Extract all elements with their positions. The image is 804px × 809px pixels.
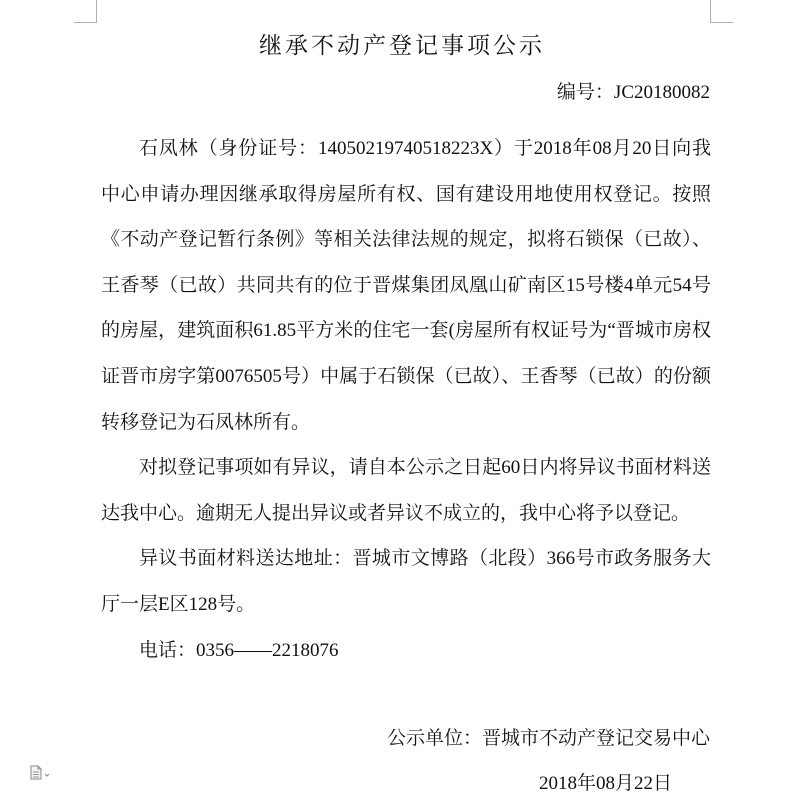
crop-mark-top-right — [710, 0, 733, 23]
paragraph-objection: 对拟登记事项如有异议，请自本公示之日起60日内将异议书面材料送达我中心。逾期无人提出异议或者异议不成立的，我中心将予以登记。 — [101, 457, 711, 524]
paragraph-applicant: 石凤林（身份证号：14050219740518223X）于2018年08月20日向我中心申请办理因继承取得房屋所有权、国有建设用地使用权登记。按照《不动产登记暂行条例》等相关法律法规的规定，拟将石锁保（已故）、王香琴（已故）共同共有的位于晋煤集团凤凰山矿南区15号楼4单元54号的房屋，建筑面积61.85平方米的住宅一套(房屋所有权证号为“晋城市房权证晋市房字第0076505号）中属于石锁保（已故）、王香琴（已故）的份额转移登记为石凤林所有。 — [101, 138, 711, 433]
date-line: 2018年08月22日 — [538, 773, 672, 794]
document-body — [101, 126, 711, 673]
crop-mark-top-left — [74, 0, 97, 23]
document-number: 编号：JC20180082 — [556, 82, 710, 103]
publisher-line: 公示单位：晋城市不动产登记交易中心 — [386, 728, 710, 749]
document-footer — [387, 716, 710, 806]
document-icon[interactable] — [29, 765, 51, 781]
phone-line: 电话：0356——2218076 — [139, 639, 339, 661]
document-title: 继承不动产登记事项公示 — [259, 33, 545, 58]
paragraph-address: 异议书面材料送达地址：晋城市文博路（北段）366号市政务服务大厅一层E区128号。 — [101, 548, 711, 615]
